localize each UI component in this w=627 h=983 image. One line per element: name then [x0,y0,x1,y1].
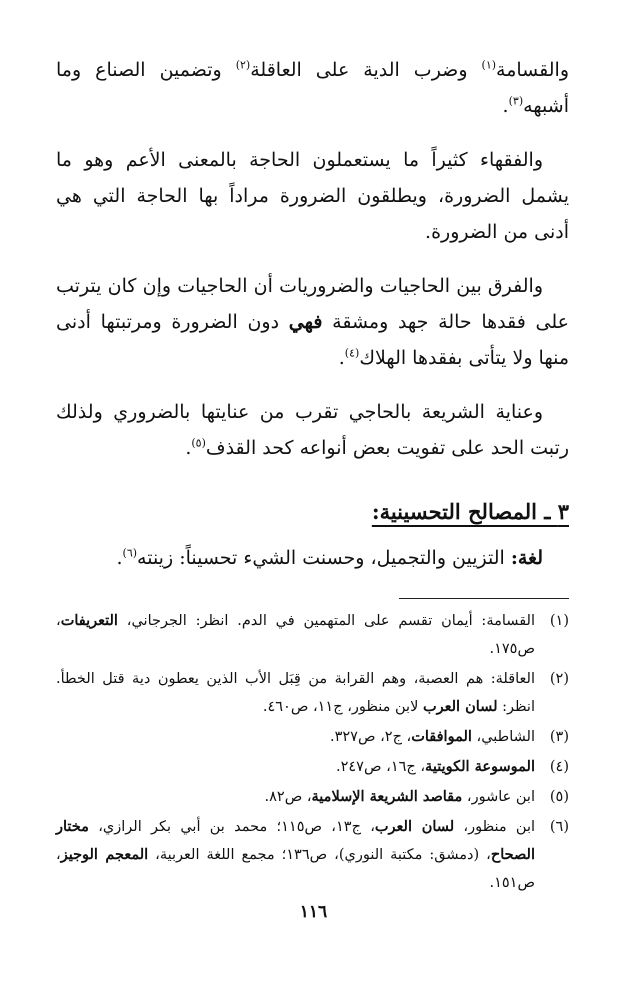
text-run: القسامة: أيمان تقسم على المتهمين في الدم. انظر: الجرجاني، [117,613,535,629]
text-run: دون الضرورة ومرتبتها أدنى منها ولا يتأتى بفقدها الهلاك [56,311,569,369]
section-heading: ٣ ـ المصالح التحسينية: [371,499,569,524]
text-run: والقسامة [496,59,569,81]
text-run: وعناية الشريعة بالحاجي تقرب من عنايتها بالضروري ولذلك رتبت الحد على تفويت بعض أنواعه كحد القذف [56,401,569,459]
book-title: الموافقات [411,728,472,745]
text-run: ابن منظور، [454,819,536,835]
text-run: ابن عاشور، [462,789,535,805]
footnote-divider [399,598,569,599]
paragraph-2: والفقهاء كثيراً ما يستعملون الحاجة بالمعنى الأعم وهو ما يشمل الضرورة، ويطلقون الضرورة مراداً بها الحاجة التي هي أدنى من الضرورة. [56,149,569,243]
footnote-5 [56,783,569,811]
text-run: والفرق بين الحاجيات والضروريات أن الحاجيات وإن كان يترتب على فقدها حالة جهد ومشقة [56,275,569,333]
text-run: ، ج١٣، ص١١٥؛ محمد بن أبي بكر الرازي، [88,819,375,835]
footnotes-list [56,607,569,897]
footnote-number: (١) [549,613,569,629]
footnote-ref-2[interactable]: (٢) [235,58,251,72]
footnote-text [56,813,535,897]
paragraph-4 [56,394,569,466]
text-run: ، ص١٧٥. [56,613,535,657]
footnote-ref-4[interactable]: (٤) [344,346,360,360]
book-title: مقاصد الشريعة الإسلامية [311,788,463,805]
text-run: . [502,95,509,117]
text-run: لابن منظور، ج١١، ص٤٦٠. [262,699,423,715]
book-title: المعجم الوجيز [60,846,149,863]
paragraph-3 [56,268,569,376]
footnote-text [56,753,535,781]
footnote-1 [56,607,569,663]
footnote-number: (٥) [549,789,569,805]
footnote-6 [56,813,569,897]
text-run: ، ص١٥١. [56,847,535,891]
footnote-number: (٣) [549,729,569,745]
text-run: العاقلة: هم العصبة، وهم القرابة من قِبَل الأب الذين يعطون دية قتل الخطأ. انظر: [56,671,535,715]
definition-lugha [56,540,569,576]
text-run: وضرب الدية على العاقلة [250,59,482,81]
footnote-text [56,665,535,721]
book-title: لسان العرب [374,818,455,835]
footnote-text [56,607,535,663]
footnote-number: (٢) [549,671,569,687]
book-title: التعريفات [60,612,118,629]
footnote-text [56,783,535,811]
text-run: الشاطبي، [471,729,535,745]
footnote-text [56,723,535,751]
footnote-number: (٦) [549,819,569,835]
footnote-ref-5[interactable]: (٥) [191,436,206,450]
page-content [56,52,569,899]
footnote-ref-3[interactable]: (٣) [508,94,524,108]
page-number: ١١٦ [299,902,328,922]
book-title: مختار الصحاح [56,818,535,863]
text-run: وتضمين الصناع وما أشبهه [56,59,569,117]
book-title: لسان العرب [422,698,498,715]
footnote-4 [56,753,569,781]
definition-label: لغة: [510,547,543,569]
book-title: الموسوعة الكويتية [425,758,535,775]
text-run: التزيين والتجميل، وحسنت الشيء تحسيناً: زينته [137,547,511,569]
text-run: ، ج١٦، ص٢٤٧. [336,759,426,775]
paragraph-1 [56,52,569,124]
text-run: ، ص٨٢. [264,789,312,805]
footnote-2 [56,665,569,721]
footnote-number: (٤) [549,759,569,775]
footnote-3 [56,723,569,751]
text-run: ، ج٢، ص٣٢٧. [329,729,412,745]
text-run: . [185,437,192,459]
text-run: . [338,347,345,369]
text-run: ، (دمشق: مكتبة النوري)، ص١٣٦؛ مجمع اللغة العربية، [148,847,491,863]
text-run: . [116,547,123,569]
footnote-ref-1[interactable]: (١) [481,58,497,72]
bold-word: فهي [288,311,323,333]
footnote-ref-6[interactable]: (٦) [122,546,138,560]
